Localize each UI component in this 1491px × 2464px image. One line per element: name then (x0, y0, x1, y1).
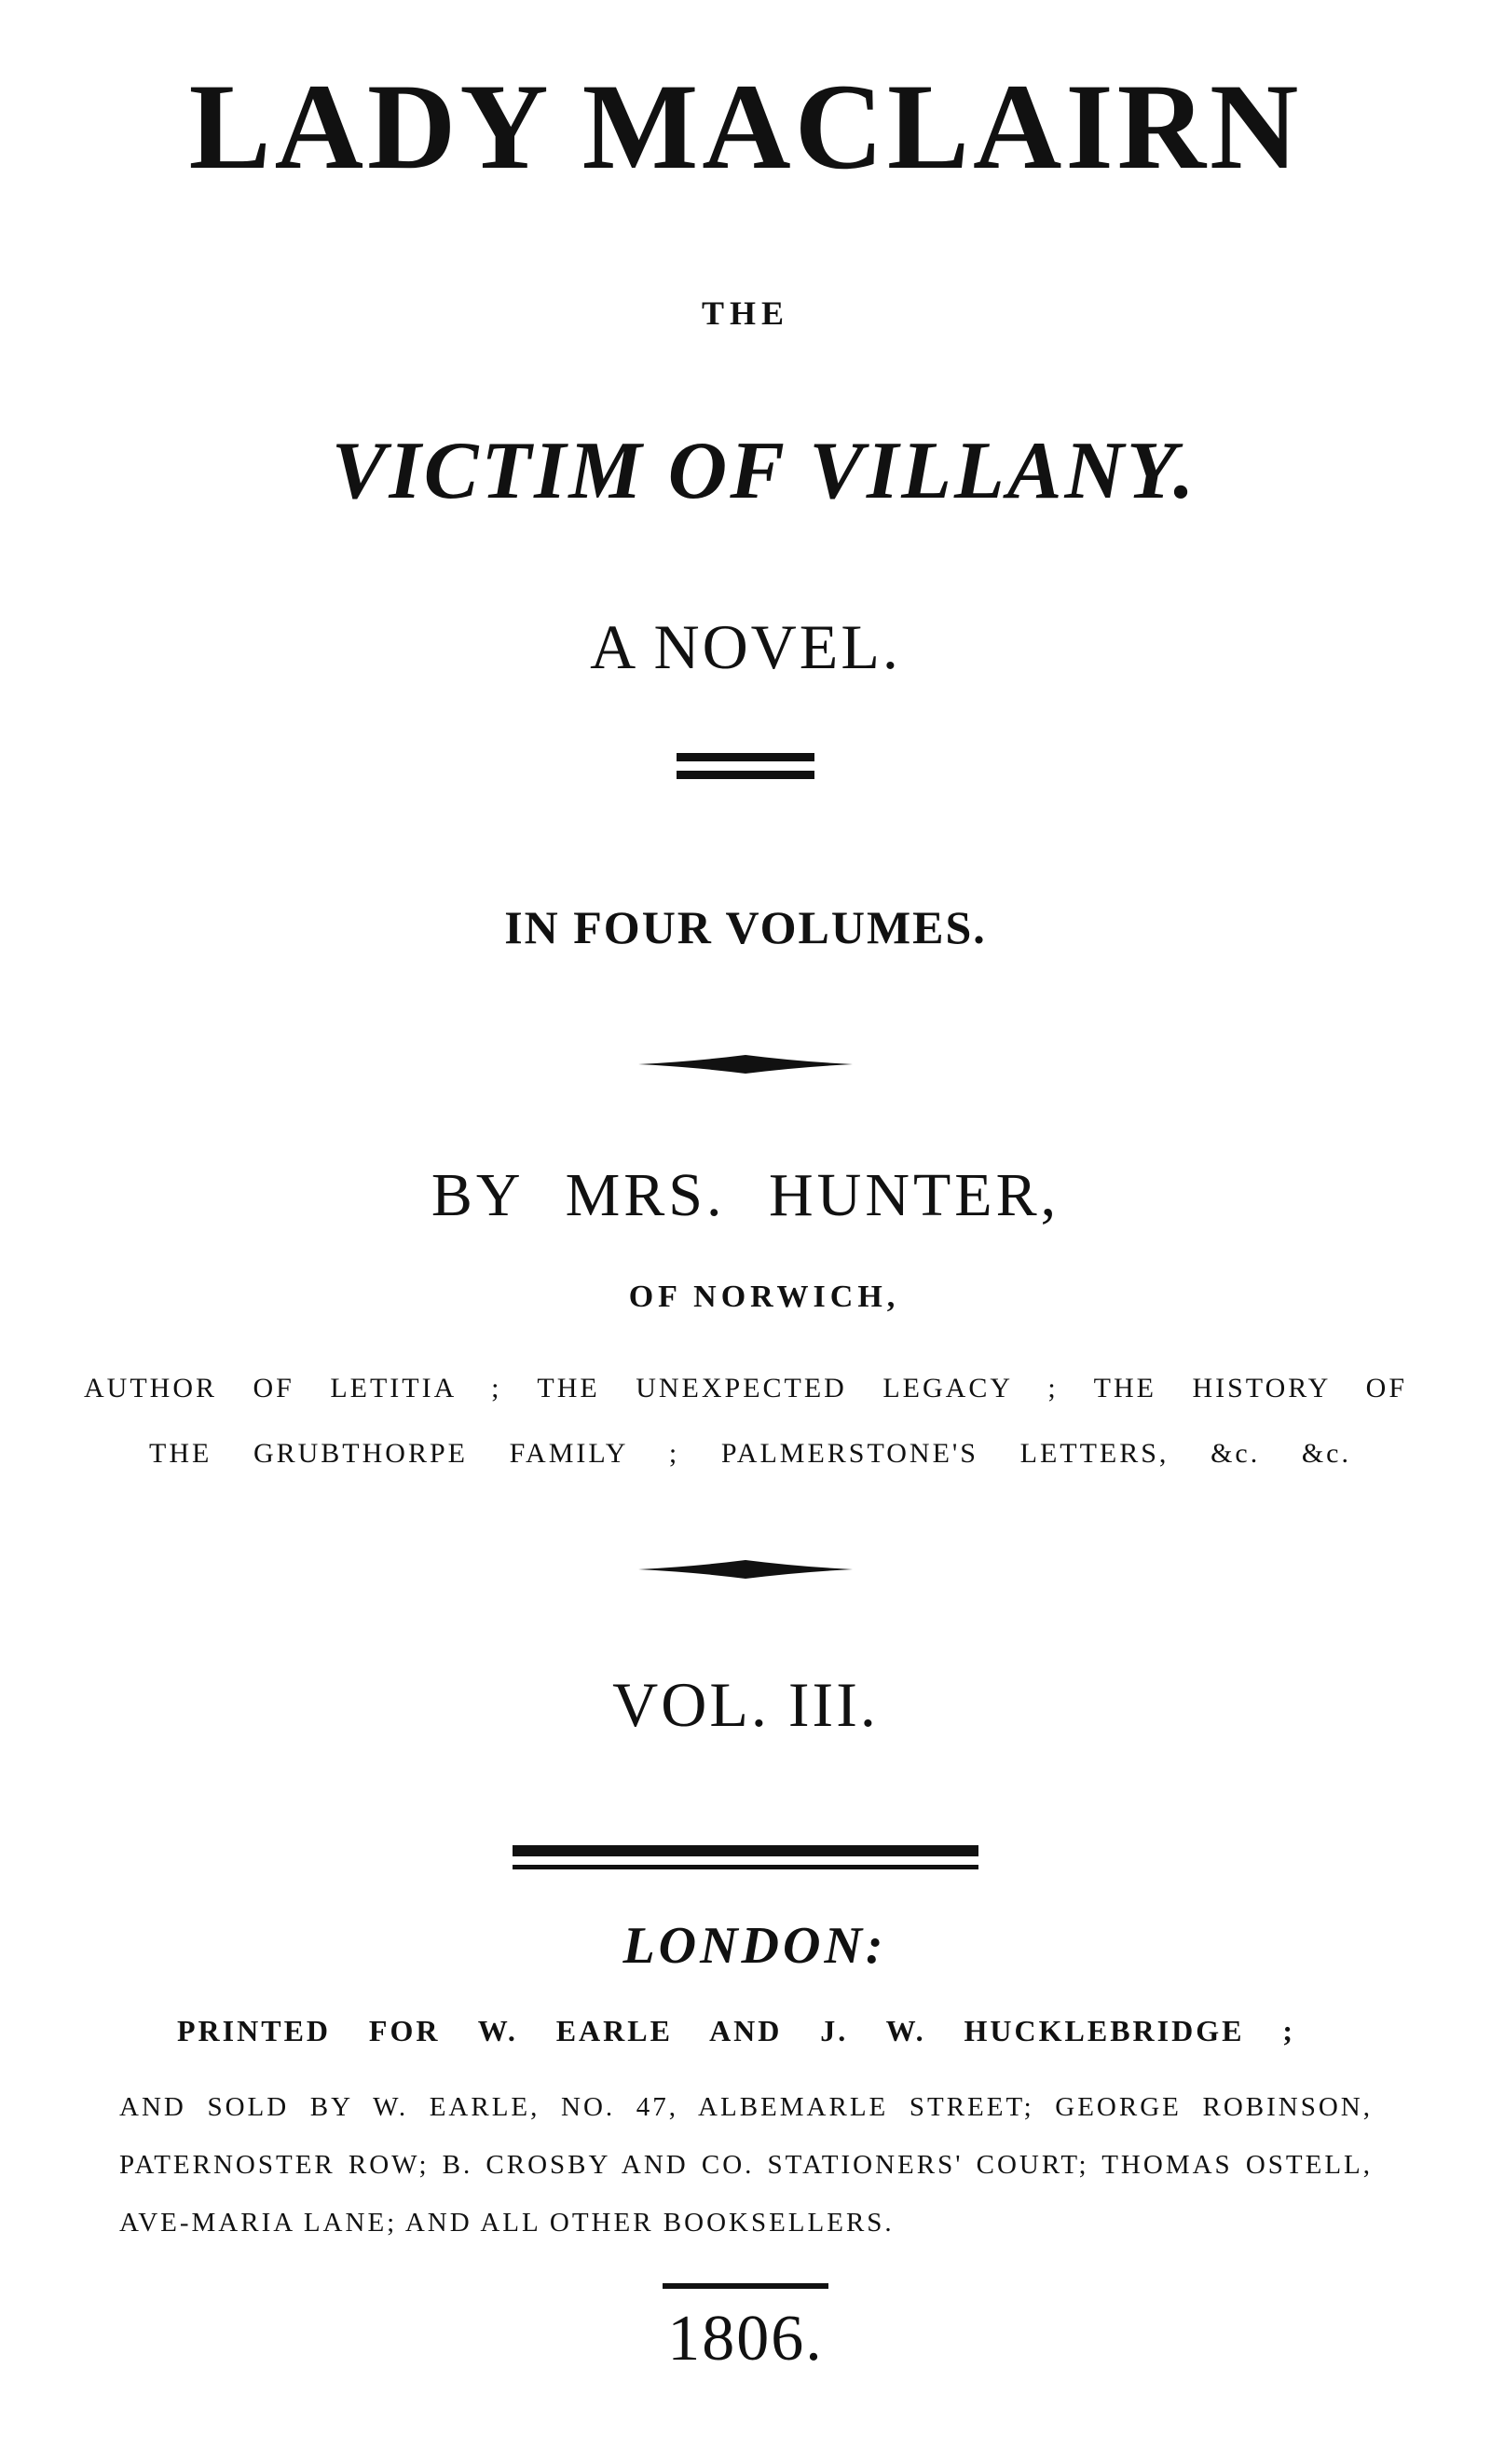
double-rule-ornament (677, 753, 814, 781)
imprint-city: LONDON: (622, 1917, 887, 1975)
imprint-printed-for: PRINTED FOR W. EARLE AND J. W. HUCKLEBRIDGE ; (177, 2014, 1295, 2047)
book-subtitle: VICTIM OF VILLANY. (331, 426, 1197, 516)
imprint-sold-by: AND SOLD BY W. EARLE, NO. 47, ALBEMARLE STREET; GEORGE ROBINSON, PATERNOSTER ROW; B. CROSBY AND CO. STATIONERS' COURT; THOMAS OSTELL, AVE-MARIA LANE; AND ALL OTHER BOOKSELLERS. (119, 2092, 1373, 2238)
volume-number: VOL. III. (612, 1669, 879, 1740)
thick-thin-rule-ornament (513, 1845, 978, 1873)
swell-rule-ornament (638, 1051, 853, 1077)
year-rule (663, 2283, 828, 2289)
author-place: OF NORWICH, (628, 1280, 900, 1314)
other-works-line-2: THE GRUBTHORPE FAMILY ; PALMERSTONE'S LETTERS, &c. &c. (149, 1438, 1351, 1469)
volume-count: IN FOUR VOLUMES. (504, 901, 987, 953)
title-article: THE (701, 294, 790, 332)
author-line: BY MRS. HUNTER, (431, 1161, 1060, 1229)
publication-year: 1806. (667, 2303, 824, 2375)
book-title: LADY MACLAIRN (188, 58, 1303, 195)
genre-line: A NOVEL. (590, 611, 901, 682)
swell-rule-ornament-2 (638, 1556, 853, 1582)
other-works-line-1: AUTHOR OF LETITIA ; THE UNEXPECTED LEGACY ; THE HISTORY OF (84, 1373, 1407, 1403)
